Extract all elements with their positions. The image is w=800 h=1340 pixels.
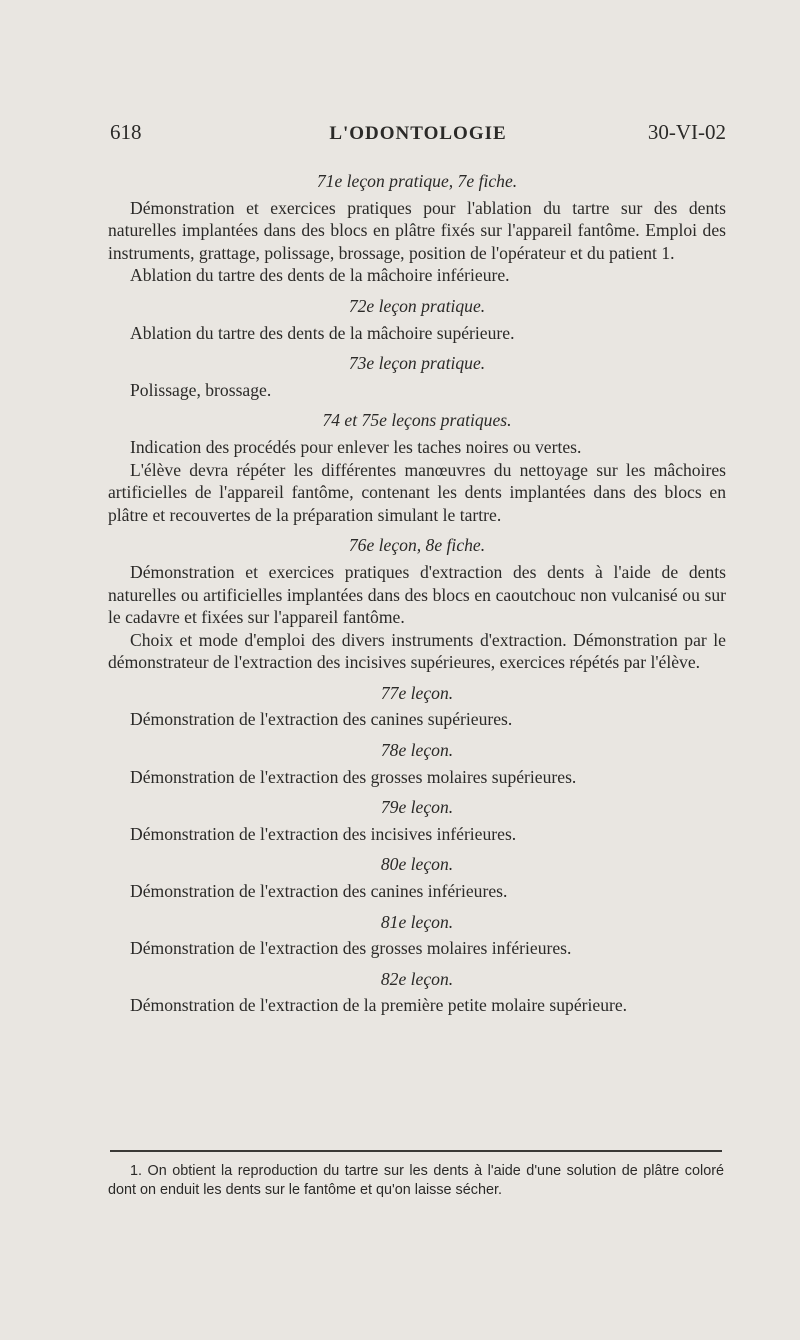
lesson-heading: 76e leçon, 8e fiche. (348, 535, 486, 556)
lesson-heading: 71e leçon pratique, 7e fiche. (316, 171, 518, 191)
lesson-heading: 74 et 75e leçons pratiques. (322, 410, 512, 431)
lesson-paragraph: Démonstration et exercices pratiques pour l'ablation du tartre sur des dents naturelles implantées dans des blocs en plâtre fixés sur l'appareil fantôme. Emploi des instruments, grattage, polissage, brossage, position de l'opérateur et du patient 1. (108, 197, 726, 263)
footnote: 1. On obtient la reproduction du tartre sur les dents à l'aide d'une solution de plâtre coloré dont on enduit les dents sur le fantôme et qu'on laisse sécher. (108, 1163, 724, 1198)
lesson-paragraph: Polissage, brossage. (130, 379, 272, 400)
issue-date: 30-VI-02 (647, 120, 726, 144)
lesson-paragraph: Démonstration de l'extraction des grosses molaires supérieures. (130, 766, 577, 787)
lesson-heading: 82e leçon. (380, 968, 454, 989)
lesson-heading: 72e leçon pratique. (348, 295, 486, 316)
lesson-heading: 73e leçon pratique. (348, 353, 486, 374)
lesson-paragraph: Démonstration de l'extraction des incisives inférieures. (130, 823, 517, 844)
lesson-heading: 77e leçon. (380, 682, 454, 703)
lesson-paragraph: Ablation du tartre des dents de la mâchoire inférieure. (130, 265, 510, 286)
footnote-rule (110, 1150, 722, 1152)
lesson-heading: 79e leçon. (380, 797, 454, 818)
body-text (108, 170, 726, 1017)
lesson-paragraph: Ablation du tartre des dents de la mâchoire supérieure. (130, 322, 515, 343)
lesson-heading: 81e leçon. (380, 911, 454, 932)
lesson-paragraph: Démonstration de l'extraction des canines inférieures. (130, 881, 508, 902)
page-number: 618 (110, 120, 142, 144)
lesson-paragraph: L'élève devra répéter les différentes manœuvres du nettoyage sur les mâchoires artificielles de l'appareil fantôme, contenant les dents implantées dans des blocs en plâtre et recouvertes de la préparation simulant le tartre. (108, 459, 726, 525)
running-header (110, 120, 726, 152)
lesson-paragraph: Choix et mode d'emploi des divers instruments d'extraction. Démonstration par le démonstrateur de l'extraction des incisives supérieures, exercices répétés par l'élève. (108, 629, 726, 673)
lesson-paragraph: Indication des procédés pour enlever les taches noires ou vertes. (130, 436, 582, 457)
journal-title: L'ODONTOLOGIE (329, 123, 507, 144)
lesson-paragraph: Démonstration et exercices pratiques d'extraction des dents à l'aide de dents naturelles ou artificielles implantées dans des blocs en caoutchouc non vulcanisé ou sur le cadavre et fixées sur l'appareil fantôme. (108, 561, 726, 628)
lesson-paragraph: Démonstration de l'extraction de la première petite molaire supérieure. (130, 995, 628, 1016)
lesson-heading: 78e leçon. (380, 740, 454, 761)
lesson-paragraph: Démonstration de l'extraction des canines supérieures. (130, 709, 513, 730)
lesson-paragraph: Démonstration de l'extraction des grosses molaires inférieures. (130, 938, 572, 959)
lesson-heading: 80e leçon. (380, 854, 454, 875)
